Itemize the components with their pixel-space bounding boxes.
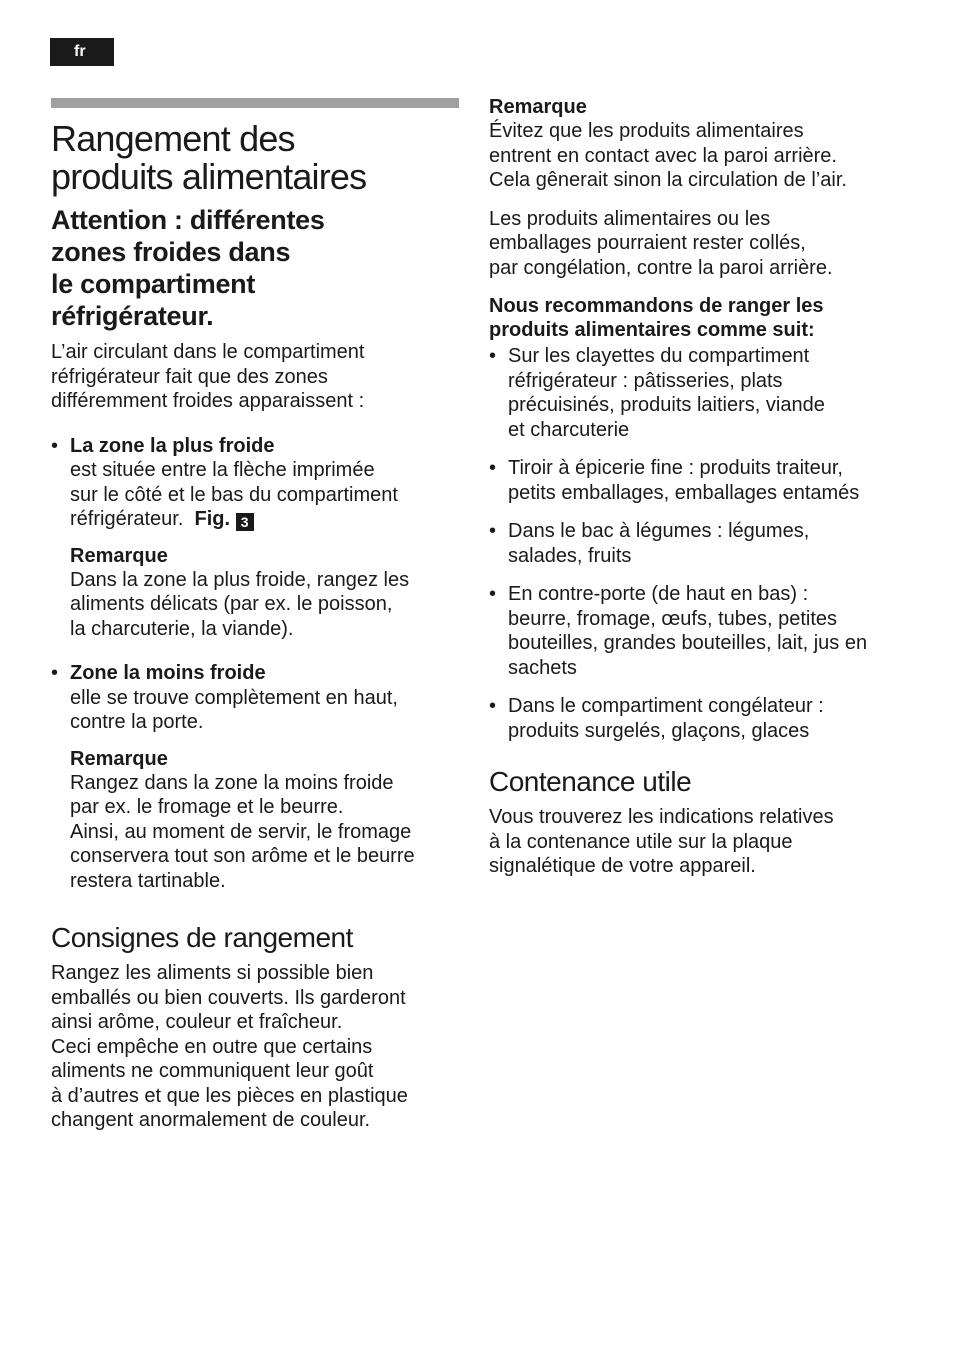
list-item-line: sachets (508, 656, 577, 679)
bullet-icon: • (489, 345, 497, 367)
list-item (489, 344, 909, 442)
note-line: Rangez dans la zone la moins froide (70, 771, 394, 794)
recommend-line: produits alimentaires comme suit: (489, 319, 815, 341)
list-item (489, 519, 909, 568)
recommend-heading (489, 294, 909, 342)
list-item-line: petits emballages, emballages entamés (508, 481, 860, 504)
attention-line: zones froides dans (51, 237, 291, 267)
intro-line: différemment froides apparaissent : (51, 390, 365, 412)
bullet-icon: • (489, 695, 497, 717)
note-title: Remarque (489, 96, 587, 118)
list-item (489, 694, 909, 743)
contenance-heading: Contenance utile (489, 766, 692, 797)
note-line: par ex. le fromage et le beurre. (70, 796, 344, 818)
left-column (51, 98, 451, 1147)
storage-list (489, 344, 909, 743)
bullet-icon: • (51, 434, 59, 457)
paragraph-line: par congélation, contre la paroi arrière. (489, 256, 833, 279)
list-item-line: réfrigérateur : pâtisseries, plats (508, 369, 783, 392)
zone-coldest-text: sur le côté et le bas du compartiment (70, 483, 398, 506)
note-title: Remarque (70, 544, 168, 567)
paragraph-line: emballages pourraient rester collés, (489, 232, 806, 254)
consignes-line: ainsi arôme, couleur et fraîcheur. (51, 1011, 343, 1033)
consignes-heading: Consignes de rangement (51, 922, 353, 953)
intro-paragraph (51, 340, 451, 414)
note-line: Cela gênerait sinon la circulation de l’air. (489, 169, 847, 191)
attention-line: réfrigérateur. (51, 301, 214, 331)
title-line: Rangement des (51, 118, 295, 159)
note-line: Ainsi, au moment de servir, le fromage (70, 820, 412, 843)
contenance-line: à la contenance utile sur la plaque (489, 830, 793, 853)
section-rule (51, 98, 459, 108)
intro-line: L’air circulant dans le compartiment (51, 341, 365, 363)
consignes-line: emballés ou bien couverts. Ils garderont (51, 986, 406, 1009)
consignes-line: à d’autres et que les pièces en plastique (51, 1084, 408, 1107)
list-item-line: Dans le bac à légumes : légumes, (508, 520, 810, 542)
list-item (489, 582, 909, 680)
note-line: Évitez que les produits alimentaires (489, 120, 804, 142)
note-line: conservera tout son arôme et le beurre (70, 845, 415, 867)
list-item-line: En contre-porte (de haut en bas) : (508, 583, 809, 605)
zone-list (51, 434, 451, 894)
attention-line: Attention : différentes (51, 205, 325, 235)
frozen-paragraph (489, 207, 909, 281)
attention-heading (51, 204, 451, 332)
contenance-line: signalétique de votre appareil. (489, 855, 756, 877)
consignes-paragraph (51, 961, 451, 1133)
contenance-line: Vous trouverez les indications relatives (489, 806, 834, 828)
figure-number-badge: 3 (236, 513, 254, 531)
list-item-line: bouteilles, grandes bouteilles, lait, jus en (508, 632, 868, 654)
right-column (489, 95, 909, 893)
note-paragraph (489, 119, 909, 193)
list-item-line: et charcuterie (508, 418, 630, 441)
paragraph-line: Les produits alimentaires ou les (489, 207, 771, 230)
intro-line: réfrigérateur fait que des zones (51, 365, 328, 388)
note-line: aliments délicats (par ex. le poisson, (70, 593, 393, 615)
zone-least-cold-text: elle se trouve complètement en haut, (70, 686, 398, 709)
zone-coldest-text: réfrigérateur. (70, 508, 184, 530)
bullet-icon: • (489, 457, 497, 479)
list-item-line: Dans le compartiment congélateur : (508, 695, 824, 717)
note-line: entrent en contact avec la paroi arrière. (489, 144, 837, 167)
zone-least-cold-note (70, 747, 451, 894)
figure-reference: Fig. (194, 508, 231, 530)
consignes-line: aliments ne communiquent leur goût (51, 1060, 374, 1082)
bullet-icon: • (489, 520, 497, 542)
list-item (489, 456, 909, 505)
consignes-line: changent anormalement de couleur. (51, 1109, 371, 1131)
recommend-line: Nous recommandons de ranger les (489, 295, 824, 317)
zone-least-cold-text: contre la porte. (70, 711, 204, 733)
bullet-icon: • (489, 583, 497, 605)
consignes-line: Rangez les aliments si possible bien (51, 962, 374, 984)
zone-coldest-text: est située entre la flèche imprimée (70, 459, 375, 481)
bullet-icon: • (51, 662, 59, 684)
note-title: Remarque (70, 747, 168, 770)
zone-coldest-note (70, 544, 451, 642)
list-item-line: précuisinés, produits laitiers, viande (508, 394, 825, 416)
attention-line: le compartiment (51, 269, 256, 299)
consignes-line: Ceci empêche en outre que certains (51, 1035, 373, 1058)
zone-least-cold-item (51, 661, 451, 893)
list-item-line: Tiroir à épicerie fine : produits traiteur, (508, 457, 843, 479)
list-item-line: produits surgelés, glaçons, glaces (508, 719, 810, 742)
list-item-line: beurre, fromage, œufs, tubes, petites (508, 607, 838, 630)
zone-least-cold-title: Zone la moins froide (70, 662, 266, 684)
note-line: la charcuterie, la viande). (70, 617, 294, 640)
list-item-line: salades, fruits (508, 544, 632, 567)
title-line: produits alimentaires (51, 156, 367, 197)
list-item-line: Sur les clayettes du compartiment (508, 345, 810, 367)
note-line: Dans la zone la plus froide, rangez les (70, 568, 410, 591)
zone-coldest-title: La zone la plus froide (70, 434, 275, 457)
zone-coldest-item (51, 434, 451, 642)
note-line: restera tartinable. (70, 869, 226, 892)
page-title (51, 120, 451, 196)
language-tab: fr (50, 38, 114, 66)
contenance-paragraph (489, 805, 909, 879)
